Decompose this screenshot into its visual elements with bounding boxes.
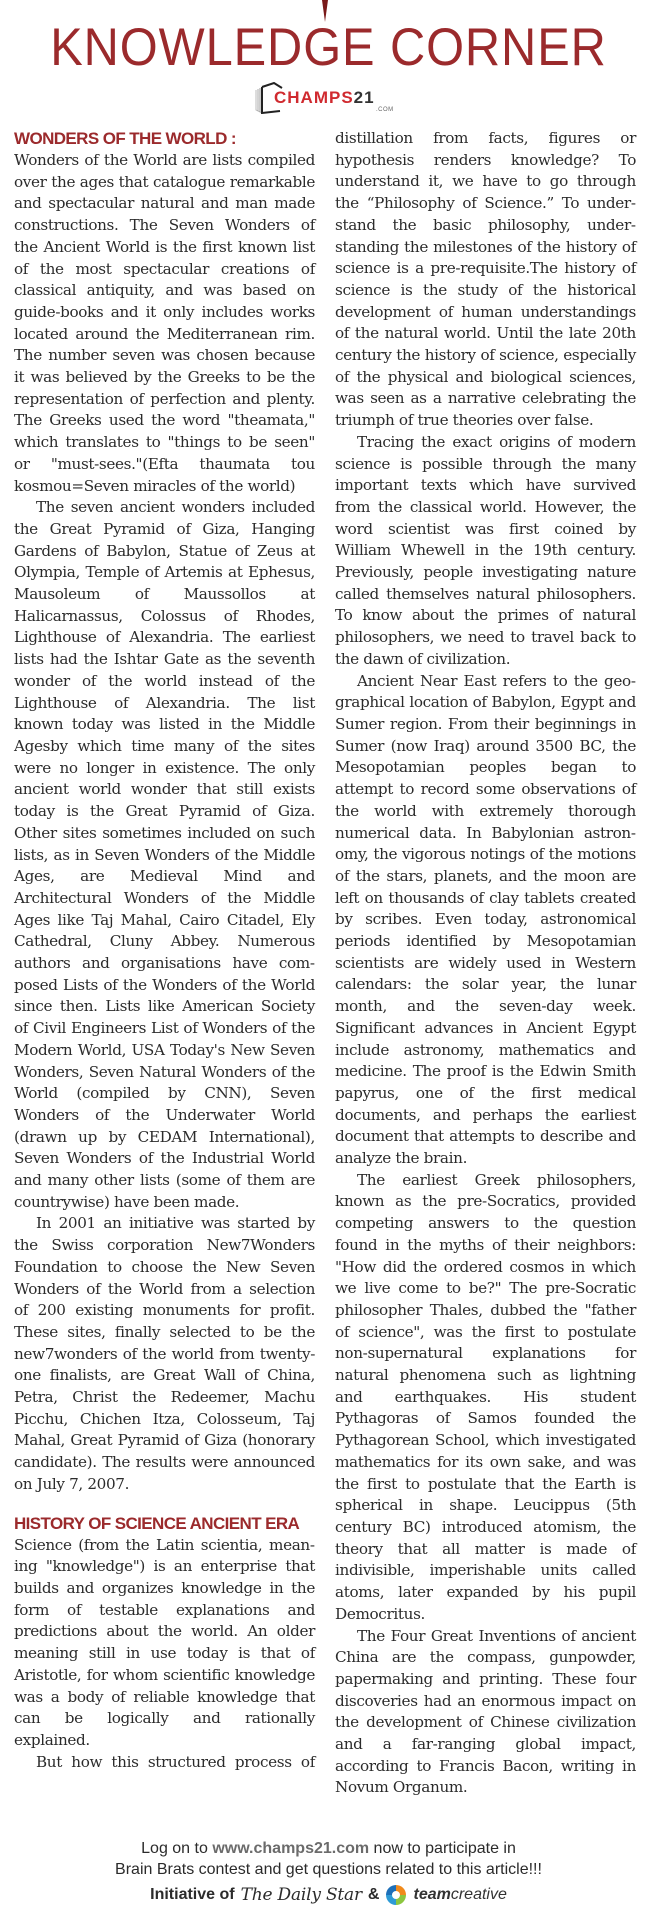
promo-text: now to participate in	[369, 1840, 516, 1857]
article-paragraph: The earliest Greek philosophers, known as the pre-Socratics, provided competing answers to the question found in the myths of their neighbors: "How did the ordered cosmos in which we live come to be?" The pre-Socratic philosopher Thales, dubbed the "father of science", was the first to postulate non-supernatural explanations for natural phenomena such as lightning and earthquakes. His student Pythagoras of Samos founded the Pythagorean School, which investigated mathematics for its own sake, and was the first to postulate that the Earth is spherical in shape. Leucippus (5th century BC) introduced atomism, the theory that all matter is made of indivisible, imperishable units called atoms, later expanded by his pupil Democritus.	[335, 1170, 636, 1623]
ampersand: &	[367, 1886, 380, 1903]
logo-wordmark	[274, 88, 375, 108]
promo-text: Log on to	[141, 1840, 213, 1857]
champs21-logo[interactable]	[248, 78, 418, 118]
daily-star-logo: The Daily Star	[240, 1885, 362, 1905]
promo-line-2: Brain Brats contest and get questions related to this article!!!	[115, 1861, 542, 1878]
left-column	[14, 128, 315, 1773]
section-heading-history-of-science: HISTORY OF SCIENCE ANCIENT ERA	[14, 1513, 300, 1533]
article-paragraph: distillation from facts, figures or hypothesis renders knowledge? To understand it, we have to go through the “Philosophy of Science.” To understand the basic philosophy, understanding the milestones of the history of science is a pre-requisite.The history of science is the study of the historical development of human understandings of the natural world. Until the late 20th century the history of science, especially of the physical and biological sciences, was seen as a narrative celebrating the triumph of true theories over false.	[335, 129, 636, 430]
initiative-credit	[0, 1882, 657, 1908]
initiative-label: Initiative of	[150, 1886, 235, 1903]
article-paragraph: Science (from the Latin scientia, meaning "knowledge") is an enterprise that builds and organizes knowledge in the form of testable explanations and predictions about the world. An older meaning still in use today is that of Aristotle, for whom scientific knowledge was a body of reliable knowledge that can be logically and rationally explained.	[14, 1535, 315, 1749]
article-paragraph: The seven ancient wonders included the Great Pyramid of Giza, Hanging Gardens of Babylon, Statue of Zeus at Olympia, Temple of Artemis at Ephesus, Mausoleum of Maussollos at Halicarnassus, Colossus of Rhodes, Lighthouse of Alexandria. The earliest lists had the Ishtar Gate as the seventh wonder of the world instead of the Lighthouse of Alexandria. The list known today was listed in the Middle Agesby which time many of the sites were no longer in existence. The only ancient world wonder that still exists today is the Great Pyramid of Giza. Other sites sometimes included on such lists, as in Seven Wonders of the Middle Ages, are Medieval Mind and Architectural Wonders of the Middle Ages like Taj Mahal, Cairo Citadel, Ely Cathedral, Cluny Abbey. Numerous authors and organisations have composed Lists of the Wonders of the World since then. Lists like American Society of Civil Engineers List of Wonders of the Modern World, USA Today's New Seven Wonders, Seven Natural Wonders of the World (compiled by CNN), Seven Wonders of the Underwater World (drawn up by CEDAM International), Seven Wonders of the Industrial World and many other lists (some of them are countrywise) have been made.	[14, 498, 315, 1211]
page-title: KNOWLEDGE CORNER	[50, 18, 607, 77]
section-heading-wonders: WONDERS OF THE WORLD :	[14, 129, 236, 148]
logo-suffix: .COM	[376, 107, 394, 113]
article-paragraph: In 2001 an initiative was started by the Swiss corporation New7Wonders Foundation to choose the New Seven Wonders of the World from a selection of 200 existing monuments for profit. These sites, finally selected to be the new7wonders of the world from twenty-one finalists, are Great Wall of China, Petra, Christ the Redeemer, Machu Picchu, Chichen Itza, Colosseum, Taj Mahal, Great Pyramid of Giza (honorary candidate). The results were announced on July 7, 2007.	[14, 1214, 315, 1493]
logo-number: 21	[353, 88, 375, 107]
champs21-link[interactable]: www.champs21.com	[212, 1840, 370, 1857]
article-paragraph: But how this structured process of	[36, 1752, 315, 1771]
article-paragraph: Tracing the exact origins of modern science is possible through the many important texts which have survived from the classical world. However, the word scientist was first coined by William Whewell in the 19th century. Previously, people investigating nature called themselves natural philosophers. To know about the primes of natural philosophers, we need to travel back to the dawn of civilization.	[335, 432, 636, 668]
promo-line-1	[0, 1838, 657, 1859]
teamcreative-logo	[413, 1882, 506, 1908]
teamcreative-bold: team	[413, 1886, 451, 1903]
article-paragraph: Wonders of the World are lists compiled over the ages that catalogue remarkable and spectacular natural and man made constructions. The Seven Wonders of the Ancient World is the first known list of the most spectacular creations of classical antiquity, and was based on guide-books and it only includes works located around the Mediterranean rim. The number seven was chosen because it was believed by the Greeks to be the representation of perfection and plenty. The Greeks used the word "theamata," which translates to "things to be seen" or "must-sees."(Efta thaumata tou kosmou=Seven miracles of the world)	[14, 151, 315, 495]
logo-name: CHAMPS	[274, 88, 354, 107]
teamcreative-swirl-icon	[385, 1884, 407, 1906]
right-column	[335, 128, 636, 1799]
article-paragraph: The Four Great Inventions of ancient China are the compass, gunpowder, papermaking and printing. These four discoveries had an enormous impact on the development of Chinese civilization and a far-ranging global impact, according to Francis Bacon, writing in Novum Organum.	[335, 1626, 636, 1797]
footer-promo	[0, 1838, 657, 1908]
article-paragraph: Ancient Near East refers to the geographical location of Babylon, Egypt and Sumer region. From their beginnings in Sumer (now Iraq) around 3500 BC, the Mesopotamian peoples began to attempt to record some observations of the world with extremely thorough numerical data. In Babylonian astronomy, the vigorous notings of the motions of the stars, planets, and the moon are left on thousands of clay tablets created by scribes. Even today, astronomical periods identified by Mesopotamian scientists are widely used in Western calendars: the solar year, the lunar month, and the seven-day week. Significant advances in Ancient Egypt include astronomy, mathematics and medicine. The proof is the Edwin Smith papyrus, one of the first medical documents, and perhaps the earliest document that attempts to describe and analyze the brain.	[335, 671, 636, 1168]
teamcreative-rest: creative	[450, 1886, 507, 1903]
